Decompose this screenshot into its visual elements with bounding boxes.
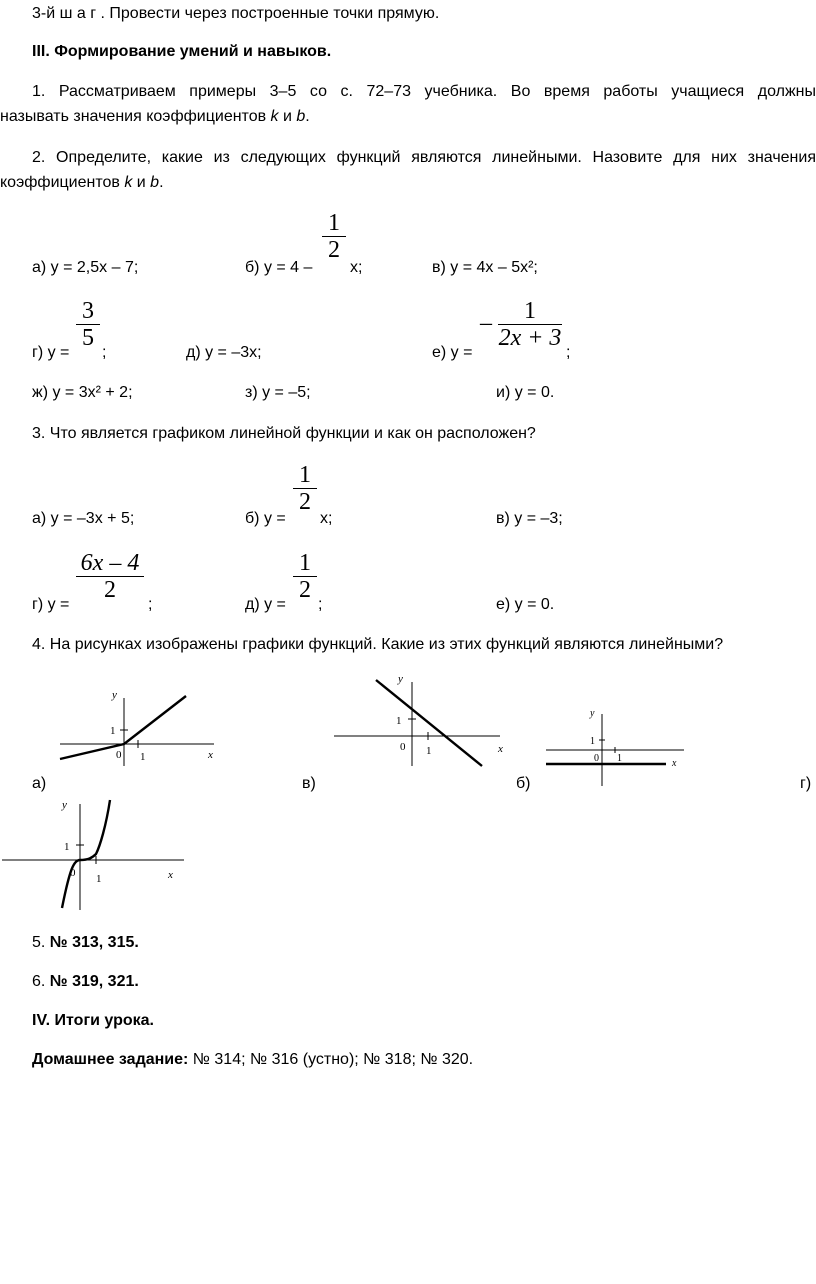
task5 xyxy=(32,933,139,953)
axis-label-x: x xyxy=(168,869,173,881)
task2-item-e-suffix: ; xyxy=(566,344,571,361)
coef-b: b xyxy=(150,174,160,191)
tick-label-y: 1 xyxy=(110,725,116,737)
task1-line1: 1. Рассматриваем примеры 3–5 со с. 72–73 учебника. Во время работы учащиеся должны xyxy=(32,83,816,100)
graph-label-b: б) xyxy=(516,775,531,792)
axis-label-y: y xyxy=(398,673,403,685)
tick-label-x: 1 xyxy=(617,753,622,764)
fraction-numerator: 6x – 4 xyxy=(80,550,140,576)
axis-label-x: x xyxy=(672,758,677,769)
task2-item-b-suffix: x; xyxy=(350,259,363,276)
task2-item-g-suffix: ; xyxy=(102,344,107,361)
task2-item-b-fraction xyxy=(322,210,346,263)
task3-item-g-suffix: ; xyxy=(148,596,153,613)
task2-item-e-prefix: е) y = xyxy=(432,344,473,361)
fraction-numerator: 1 xyxy=(299,462,311,488)
task3-item-d-fraction xyxy=(293,550,317,603)
task6 xyxy=(32,972,139,992)
task3-item-b-fraction xyxy=(293,462,317,515)
graph-label-g: г) xyxy=(800,775,812,792)
task2-line2 xyxy=(0,173,164,193)
fraction-denominator: 2x + 3 xyxy=(498,325,562,351)
task5-number: 5. xyxy=(32,934,50,951)
axis-label-y: y xyxy=(112,689,117,701)
fraction-denominator: 2 xyxy=(328,237,340,263)
graph-curve xyxy=(62,800,110,908)
tick-label-x: 1 xyxy=(96,873,102,885)
task2-item-b-prefix: б) y = 4 – xyxy=(245,259,313,276)
axis-label-y: y xyxy=(590,708,595,719)
task2-item-g-fraction xyxy=(76,298,100,351)
task2-item-e-fraction xyxy=(498,298,562,351)
fraction-denominator: 2 xyxy=(104,577,116,603)
homework-label: Домашнее задание: xyxy=(32,1051,189,1068)
graph-b xyxy=(542,702,692,788)
fraction-denominator: 5 xyxy=(82,325,94,351)
conj: и xyxy=(132,174,151,191)
fraction-numerator: 1 xyxy=(328,210,340,236)
task1-text: называть значения коэффициентов xyxy=(0,108,271,125)
fraction-denominator: 2 xyxy=(299,489,311,515)
task3-item-g-fraction xyxy=(76,550,144,603)
axis-label-x: x xyxy=(498,743,503,755)
origin-label: 0 xyxy=(594,753,599,764)
section3-title: III. Формирование умений и навыков. xyxy=(32,43,332,60)
task3-item-g-prefix: г) y = xyxy=(32,596,70,613)
task6-number: 6. xyxy=(32,973,50,990)
coef-k: k xyxy=(270,108,279,125)
fraction-numerator: 1 xyxy=(299,550,311,576)
task3-question: 3. Что является графиком линейной функции и как он расположен? xyxy=(32,425,536,442)
task1-line2 xyxy=(0,107,310,127)
graph-a xyxy=(52,686,222,768)
task2-text: коэффициентов xyxy=(0,174,125,191)
task3-item-v: в) y = –3; xyxy=(496,510,563,527)
axis-label-y: y xyxy=(62,799,67,811)
task3-item-a: а) y = –3x + 5; xyxy=(32,510,135,527)
fraction-numerator: 1 xyxy=(524,298,536,324)
tick-label-x: 1 xyxy=(140,751,146,763)
step3-text: 3-й ш а г . Провести через построенные точки прямую. xyxy=(32,5,440,22)
task3-item-d-suffix: ; xyxy=(318,596,323,613)
task2-item-e-minus: – xyxy=(480,310,492,336)
coef-b: b xyxy=(296,108,306,125)
task4-question: 4. На рисунках изображены графики функций. Какие из этих функций являются линейными? xyxy=(32,636,724,653)
task2-item-d: д) y = –3x; xyxy=(186,344,262,361)
task2-item-a: а) y = 2,5x – 7; xyxy=(32,259,139,276)
task2-item-v: в) y = 4x – 5x²; xyxy=(432,259,538,276)
graph-label-a: а) xyxy=(32,775,47,792)
task2-item-i: и) y = 0. xyxy=(496,384,555,401)
tick-label-y: 1 xyxy=(590,736,595,747)
homework xyxy=(32,1050,473,1070)
task5-exercises: № 313, 315. xyxy=(49,934,139,951)
graph-line xyxy=(60,696,186,759)
origin-label: 0 xyxy=(70,867,76,879)
tick-label-x: 1 xyxy=(426,745,432,757)
task3-item-b-prefix: б) y = xyxy=(245,510,286,527)
axis-label-x: x xyxy=(208,749,213,761)
task2-line1: 2. Определите, какие из следующих функций являются линейными. Назовите для них значения xyxy=(32,149,816,166)
fraction-denominator: 2 xyxy=(299,577,311,603)
task3-item-d-prefix: д) y = xyxy=(245,596,286,613)
task2-item-zh: ж) y = 3x² + 2; xyxy=(32,384,133,401)
graph-g xyxy=(0,796,190,912)
coef-k: k xyxy=(124,174,133,191)
origin-label: 0 xyxy=(400,741,406,753)
graph-v xyxy=(330,672,510,768)
section4-title: IV. Итоги урока. xyxy=(32,1012,154,1029)
task6-exercises: № 319, 321. xyxy=(49,973,139,990)
task2-item-g-prefix: г) y = xyxy=(32,344,70,361)
task3-item-e: е) y = 0. xyxy=(496,596,555,613)
tick-label-y: 1 xyxy=(396,715,402,727)
tick-label-y: 1 xyxy=(64,841,70,853)
fraction-numerator: 3 xyxy=(82,298,94,324)
period: . xyxy=(159,174,164,191)
graph-label-v: в) xyxy=(302,775,316,792)
task2-item-z: з) y = –5; xyxy=(245,384,311,401)
homework-tasks: № 314; № 316 (устно); № 318; № 320. xyxy=(188,1051,474,1068)
task3-item-b-suffix: x; xyxy=(320,510,333,527)
conj: и xyxy=(278,108,297,125)
period: . xyxy=(305,108,310,125)
origin-label: 0 xyxy=(116,749,122,761)
